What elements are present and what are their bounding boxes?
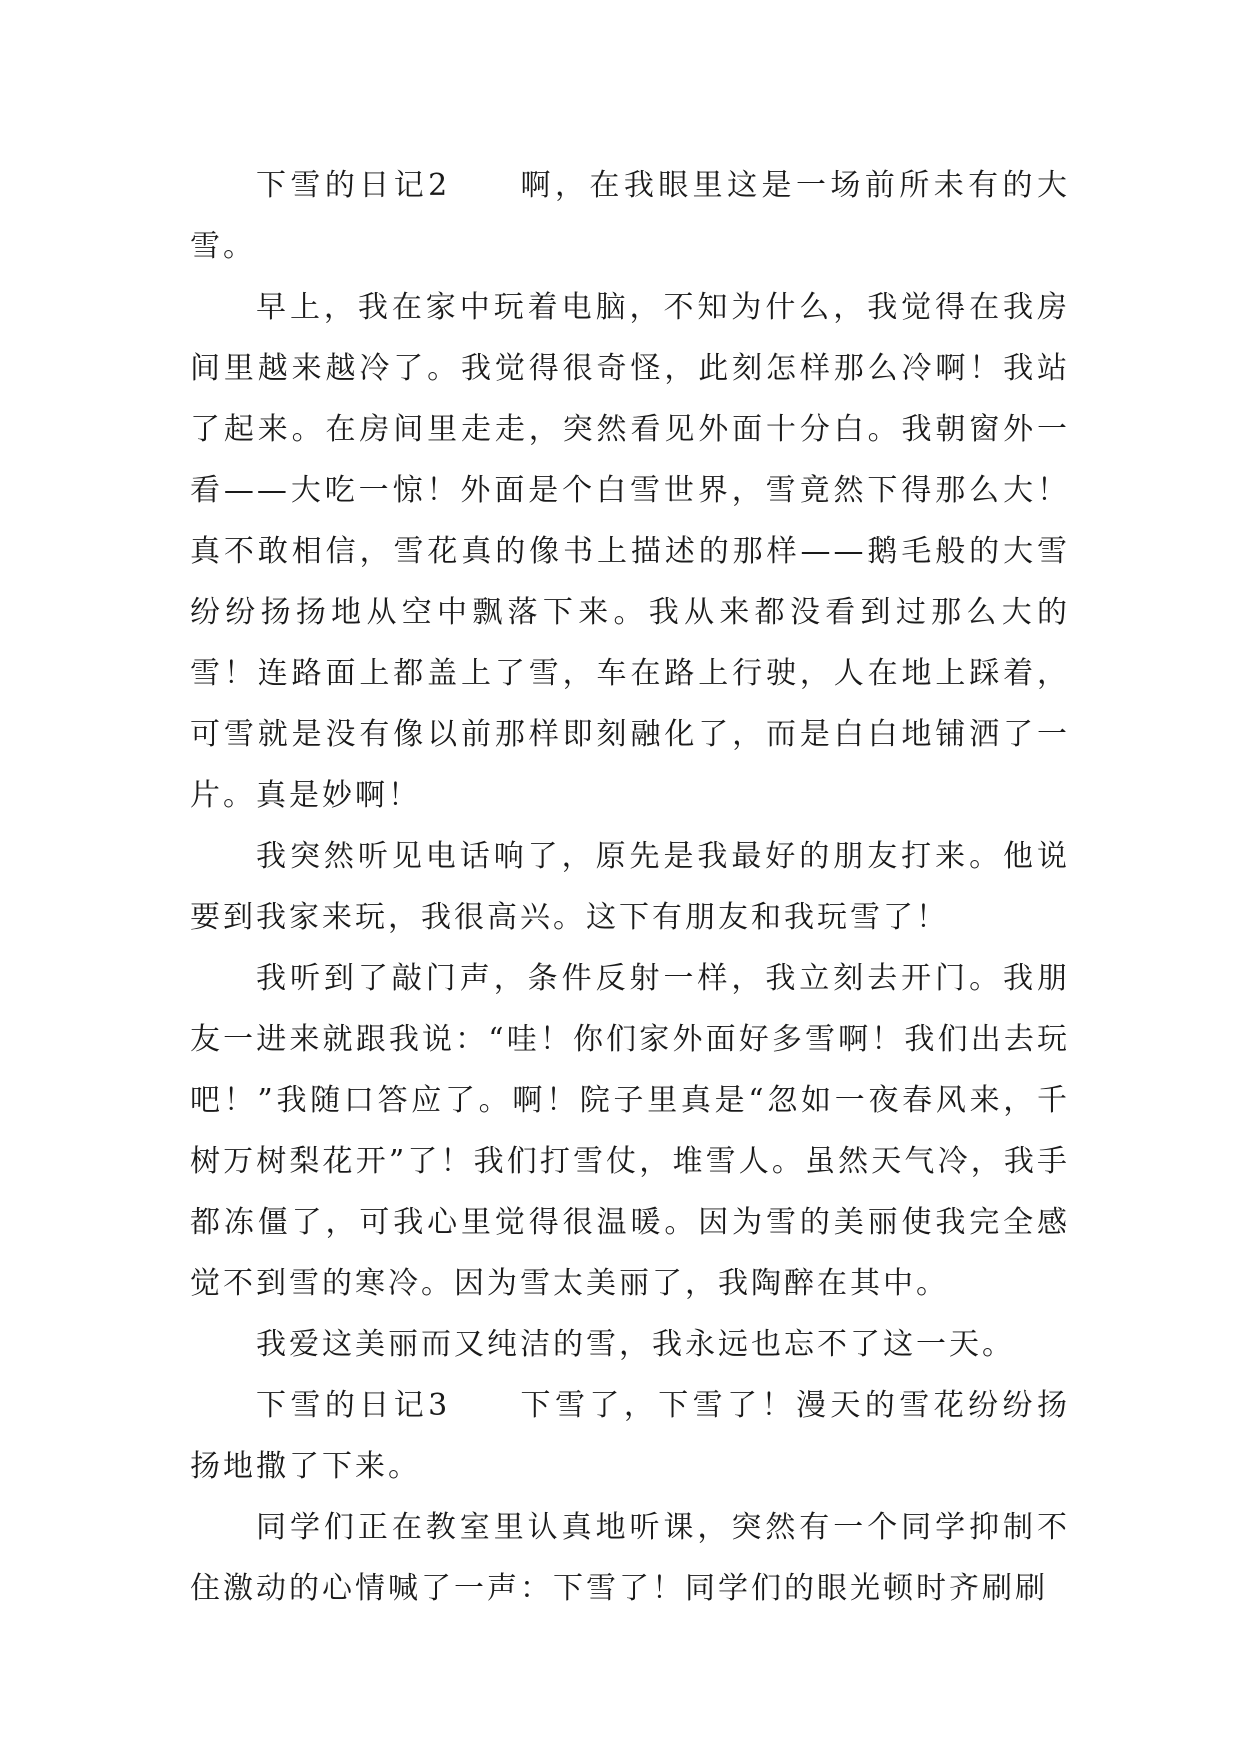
- paragraph-knock-door: 我听到了敲门声，条件反射一样，我立刻去开门。我朋友一进来就跟我说：“哇！你们家外面好多雪啊！我们出去玩吧！”我随口答应了。啊！院子里真是“忽如一夜春风来，千树万树梨花开”了！我们打雪仗，堆雪人。虽然天气冷，我手都冻僵了，可我心里觉得很温暖。因为雪的美丽使我完全感觉不到雪的寒冷。因为雪太美丽了，我陶醉在其中。: [190, 961, 1070, 1301]
- paragraph-diary-2-intro: 下雪的日记2 啊，在我眼里这是一场前所未有的大雪。: [190, 168, 1070, 264]
- paragraph-classroom: 同学们正在教室里认真地听课，突然有一个同学抑制不住激动的心情喊了一声：下雪了！同学们的眼光顿时齐刷刷: [190, 1510, 1070, 1606]
- paragraph-diary-3-intro: 下雪的日记3 下雪了，下雪了！漫天的雪花纷纷扬扬地撒了下来。: [190, 1388, 1070, 1484]
- paragraph-phone-call: 我突然听见电话响了，原先是我最好的朋友打来。他说要到我家来玩，我很高兴。这下有朋友和我玩雪了！: [190, 839, 1070, 935]
- paragraph-love-snow: 我爱这美丽而又纯洁的雪，我永远也忘不了这一天。: [256, 1327, 1015, 1362]
- document-body: [190, 155, 1070, 1619]
- paragraph-morning: 早上，我在家中玩着电脑，不知为什么，我觉得在我房间里越来越冷了。我觉得很奇怪，此刻怎样那么冷啊！我站了起来。在房间里走走，突然看见外面十分白。我朝窗外一看——大吃一惊！外面是个白雪世界，雪竟然下得那么大！真不敢相信，雪花真的像书上描述的那样——鹅毛般的大雪纷纷扬扬地从空中飘落下来。我从来都没看到过那么大的雪！连路面上都盖上了雪，车在路上行驶，人在地上踩着，可雪就是没有像以前那样即刻融化了，而是白白地铺洒了一片。真是妙啊！: [190, 290, 1070, 813]
